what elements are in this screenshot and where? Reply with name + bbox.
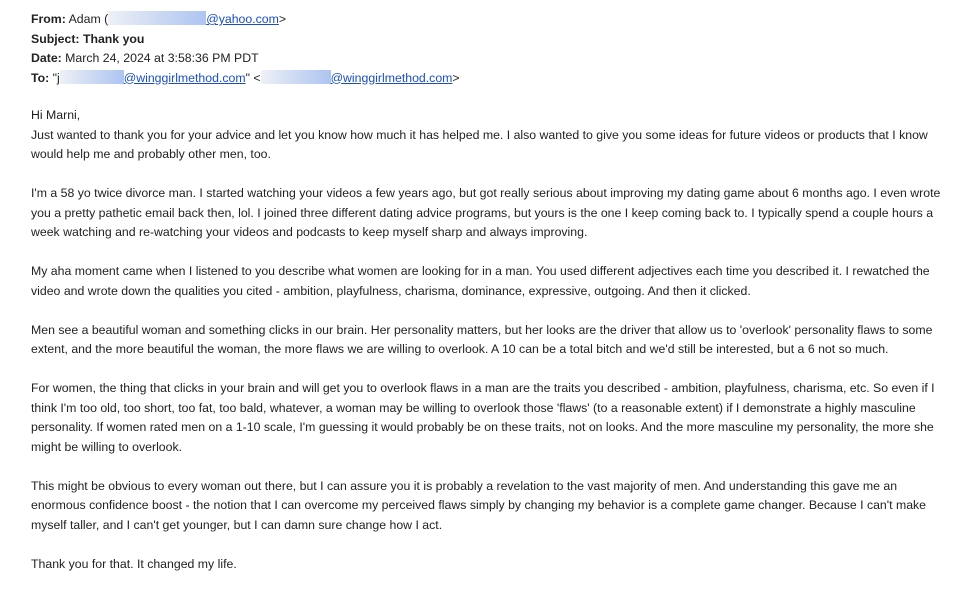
redacted-block — [261, 70, 331, 84]
subject-text: Thank you — [82, 31, 145, 46]
redacted-block — [60, 70, 124, 84]
date-label: Date: — [31, 51, 62, 65]
body-paragraph: Just wanted to thank you for your advice and let you know how much it has helped me. I also wanted to give you some ideas for future videos or products that I know would help me and probably other men, too. — [31, 127, 928, 161]
date-text: March 24, 2024 at 3:58:36 PM PDT — [65, 51, 259, 65]
from-name: Adam ( — [68, 12, 109, 26]
to-separator: " < — [245, 70, 261, 85]
redacted-block — [108, 11, 206, 25]
email-body — [31, 106, 943, 574]
email-subject-line — [31, 30, 943, 50]
to-open-quote: "j — [52, 70, 60, 85]
body-paragraph: Men see a beautiful woman and something clicks in our brain. Her personality matters, but her looks are the driver that allow us to 'overlook' personality flaws to some extent, and the more beautiful the woman, the more flaws we are willing to overlook. A 10 can be a total bitch and we'd still be interested, but a 6 not so much. — [31, 322, 933, 356]
email-from-line — [31, 10, 943, 30]
greeting: Hi Marni, — [31, 108, 81, 122]
subject-label: Subject: — [31, 31, 80, 46]
body-paragraph: My aha moment came when I listened to you describe what women are looking for in a man. You used different adjectives each time you described it. I rewatched the video and wrote down the qualities you cited - ambition, playfulness, charisma, dominance, expressive, outgoing. And then it clicked. — [31, 264, 930, 298]
to-email-link-2[interactable]: @winggirlmethod.com — [330, 70, 453, 85]
to-label: To: — [31, 70, 50, 85]
email-to-line — [31, 69, 943, 89]
to-email-link-1[interactable]: @winggirlmethod.com — [123, 70, 246, 85]
email-date-line — [31, 49, 943, 69]
body-paragraph: Thank you for that. It changed my life. — [31, 556, 237, 571]
body-paragraph: This might be obvious to every woman out there, but I can assure you it is probably a revelation to the vast majority of men. And understanding this gave me an enormous confidence boost - the notion that I can overcome my perceived flaws simply by changing my behavior is a complete game changer. Because I can't make myself taller, and I can't get younger, but I can damn sure change how I act. — [31, 478, 927, 532]
to-close-bracket: > — [452, 70, 460, 85]
body-paragraph: I'm a 58 yo twice divorce man. I started watching your videos a few years ago, but got really serious about improving my dating game about 6 months ago. I even wrote you a pretty pathetic email back then, lol. I joined three different dating advice programs, but yours is the one I keep coming back to. I typically spend a couple hours a week watching and re-watching your videos and podcasts to keep myself sharp and always improving. — [31, 186, 941, 239]
from-label: From: — [31, 12, 66, 26]
from-email-link[interactable]: @yahoo.com — [206, 12, 279, 26]
body-paragraph: For women, the thing that clicks in your brain and will get you to overlook flaws in a man are the traits you described - ambition, playfulness, charisma, etc. So even if I think I'm too old, too short, too fat, too bald, whatever, a woman may be willing to overlook those 'flaws' (to a reasonable extent) if I demonstrate a highly masculine personality. If women rated men on a 1-10 scale, I'm guessing it would probably be on these traits, not on looks. And the more masculine my personality, the more she might be willing to overlook. — [31, 381, 935, 454]
from-close-bracket: > — [278, 12, 287, 26]
